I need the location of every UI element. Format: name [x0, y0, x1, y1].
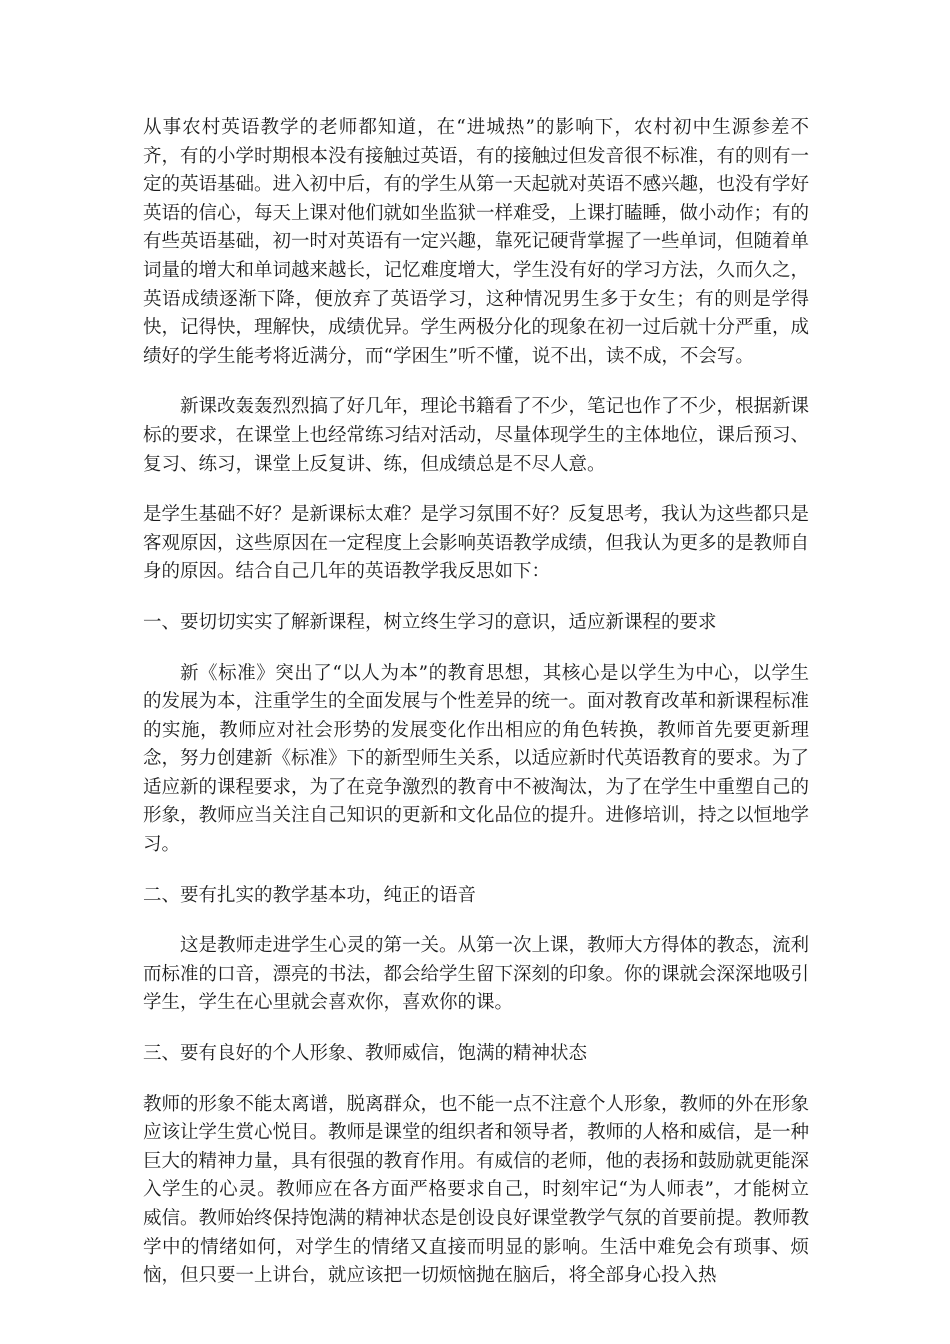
paragraph-reflection: 是学生基础不好？是新课标太难？是学习氛围不好？反复思考，我认为这些都只是客观原因，这些原因在一定程度上会影响英语教学成绩，但我认为更多的是教师自身的原因。结合自己几年的英语教学我反思如下：: [143, 504, 810, 583]
paragraph-section-3: 教师的形象不能太离谱，脱离群众，也不能一点不注意个人形象，教师的外在形象应该让学生赏心悦目。教师是课堂的组织者和领导者，教师的人格和威信，是一种巨大的精神力量，具有很强的教育作用。有威信的老师，他的表扬和鼓励就更能深入学生的心灵。教师应在各方面严格要求自己，时刻牢记“为人师表”，才能树立威信。教师始终保持饱满的精神状态是创设良好课堂教学气氛的首要前提。教师教学中的情绪如何，对学生的情绪又直接而明显的影响。生活中难免会有琐事、烦恼，但只要一上讲台，就应该把一切烦恼抛在脑后，将全部身心投入热: [143, 1093, 810, 1287]
paragraph-section-1: 新《标准》突出了“以人为本”的教育思想，其核心是以学生为中心，以学生的发展为本，注重学生的全面发展与个性差异的统一。面对教育改革和新课程标准的实施，教师应对社会形势的发展变化作出相应的角色转换，教师首先要更新理念，努力创建新《标准》下的新型师生关系，以适应新时代英语教育的要求。为了适应新的课程要求，为了在竞争激烈的教育中不被淘汰，为了在学生中重塑自己的形象，教师应当关注自己知识的更新和文化品位的提升。进修培训，持之以恒地学习。: [143, 662, 810, 856]
paragraph-section-2: 这是教师走进学生心灵的第一关。从第一次上课，教师大方得体的教态，流利而标准的口音，漂亮的书法，都会给学生留下深刻的印象。你的课就会深深地吸引学生，学生在心里就会喜欢你，喜欢你的课。: [143, 935, 810, 1014]
section-heading-1: 一、要切切实实了解新课程，树立终生学习的意识，适应新课程的要求: [143, 611, 717, 633]
section-heading-3: 三、要有良好的个人形象、教师威信，饱满的精神状态: [143, 1043, 588, 1065]
paragraph-intro: 从事农村英语教学的老师都知道，在“进城热”的影响下，农村初中生源参差不齐，有的小学时期根本没有接触过英语，有的接触过但发音很不标准，有的则有一定的英语基础。进入初中后，有的学生从第一天起就对英语不感兴趣，也没有学好英语的信心，每天上课对他们就如坐监狱一样难受，上课打瞌睡，做小动作；有的有些英语基础，初一时对英语有一定兴趣，靠死记硬背掌握了一些单词，但随着单词量的增大和单词越来越长，记忆难度增大，学生没有好的学习方法，久而久之，英语成绩逐渐下降，便放弃了英语学习，这种情况男生多于女生；有的则是学得快，记得快，理解快，成绩优异。学生两极分化的现象在初一过后就十分严重，成绩好的学生能考将近满分，而“学困生”听不懂，说不出，读不成，不会写。: [143, 117, 810, 367]
document-body: [143, 114, 809, 1313]
section-heading-2: 二、要有扎实的教学基本功，纯正的语音: [143, 884, 477, 906]
paragraph-curriculum-reform: 新课改轰轰烈烈搞了好几年，理论书籍看了不少，笔记也作了不少，根据新课标的要求，在课堂上也经常练习结对活动，尽量体现学生的主体地位，课后预习、复习、练习，课堂上反复讲、练，但成绩总是不尽人意。: [143, 396, 810, 475]
